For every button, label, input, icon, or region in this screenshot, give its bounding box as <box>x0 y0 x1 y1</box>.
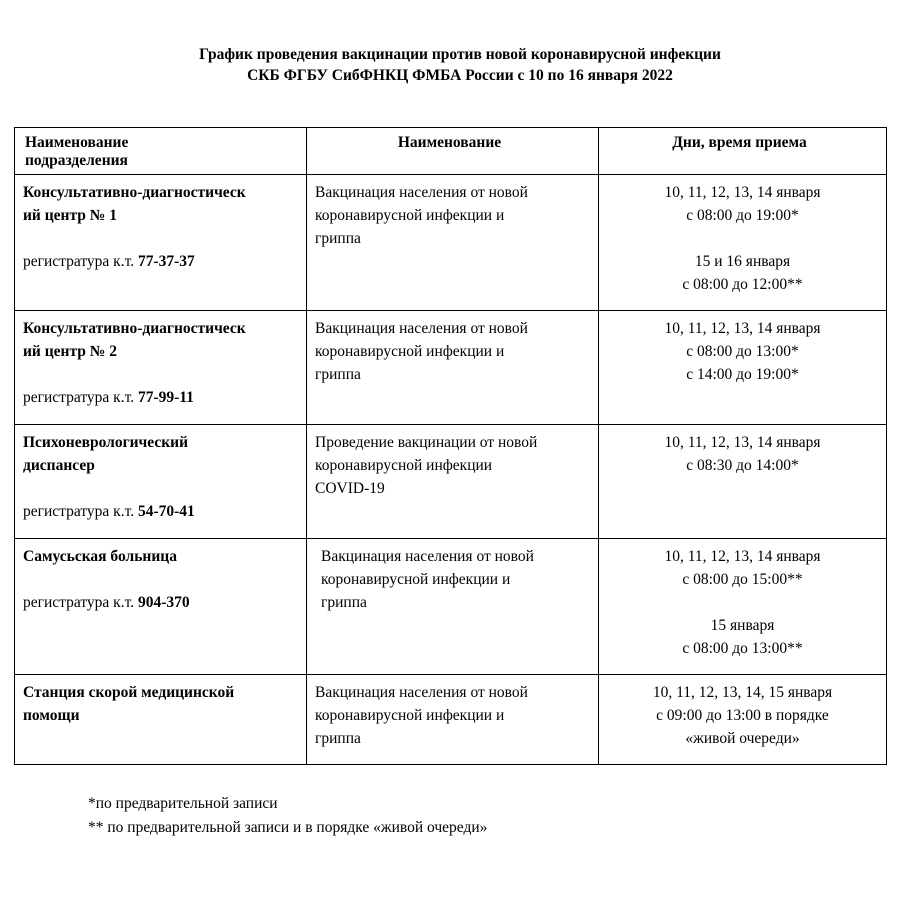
days-cell: 10, 11, 12, 13, 14, 15 января с 09:00 до 13:00 в порядке «живой очереди» <box>599 675 887 765</box>
header-days: Дни, время приема <box>599 128 887 175</box>
registry-phone: регистратура к.т. 77-37-37 <box>23 253 195 270</box>
header-unit: Наименование подразделения <box>15 128 307 175</box>
table-header-row <box>15 128 887 175</box>
footnote-2: ** по предварительной записи и в порядке «живой очереди» <box>88 819 488 836</box>
service-cell: Вакцинация населения от новой коронавирусной инфекции и гриппа <box>307 675 599 765</box>
title-line-2: СКБ ФГБУ СибФНКЦ ФМБА России с 10 по 16 января 2022 <box>247 67 673 84</box>
footnotes <box>88 792 487 840</box>
unit-name: Станция скорой медицинской помощи <box>23 684 235 724</box>
unit-cell <box>15 539 307 675</box>
vaccination-schedule-table <box>14 127 887 765</box>
footnote-1: *по предварительной записи <box>88 795 278 812</box>
service-cell: Проведение вакцинации от новой коронавирусной инфекции COVID-19 <box>307 425 599 539</box>
unit-name: Консультативно-диагностическ ий центр № 1 <box>23 184 246 224</box>
service-cell: Вакцинация населения от новой коронавирусной инфекции и гриппа <box>307 311 599 425</box>
unit-cell <box>15 675 307 765</box>
table-row <box>15 425 887 539</box>
days-cell: 10, 11, 12, 13, 14 января с 08:30 до 14:00* <box>599 425 887 539</box>
table-row <box>15 175 887 311</box>
unit-cell <box>15 425 307 539</box>
unit-name: Самусьская больница <box>23 548 177 565</box>
unit-cell <box>15 175 307 311</box>
title-line-1: График проведения вакцинации против новой коронавирусной инфекции <box>199 46 721 63</box>
unit-name: Психоневрологический диспансер <box>23 434 189 474</box>
days-cell: 10, 11, 12, 13, 14 января с 08:00 до 13:00* с 14:00 до 19:00* <box>599 311 887 425</box>
unit-name: Консультативно-диагностическ ий центр № 2 <box>23 320 246 360</box>
table-row <box>15 539 887 675</box>
unit-cell <box>15 311 307 425</box>
registry-phone: регистратура к.т. 77-99-11 <box>23 389 194 406</box>
registry-phone: регистратура к.т. 904-370 <box>23 594 190 611</box>
service-cell: Вакцинация населения от новой коронавирусной инфекции и гриппа <box>307 539 599 675</box>
header-service: Наименование <box>307 128 599 175</box>
table-row <box>15 675 887 765</box>
table-row <box>15 311 887 425</box>
document-title <box>60 44 860 86</box>
days-cell: 10, 11, 12, 13, 14 января с 08:00 до 15:00** 15 января с 08:00 до 13:00** <box>599 539 887 675</box>
service-cell: Вакцинация населения от новой коронавирусной инфекции и гриппа <box>307 175 599 311</box>
registry-phone: регистратура к.т. 54-70-41 <box>23 503 195 520</box>
days-cell: 10, 11, 12, 13, 14 января с 08:00 до 19:00* 15 и 16 января с 08:00 до 12:00** <box>599 175 887 311</box>
